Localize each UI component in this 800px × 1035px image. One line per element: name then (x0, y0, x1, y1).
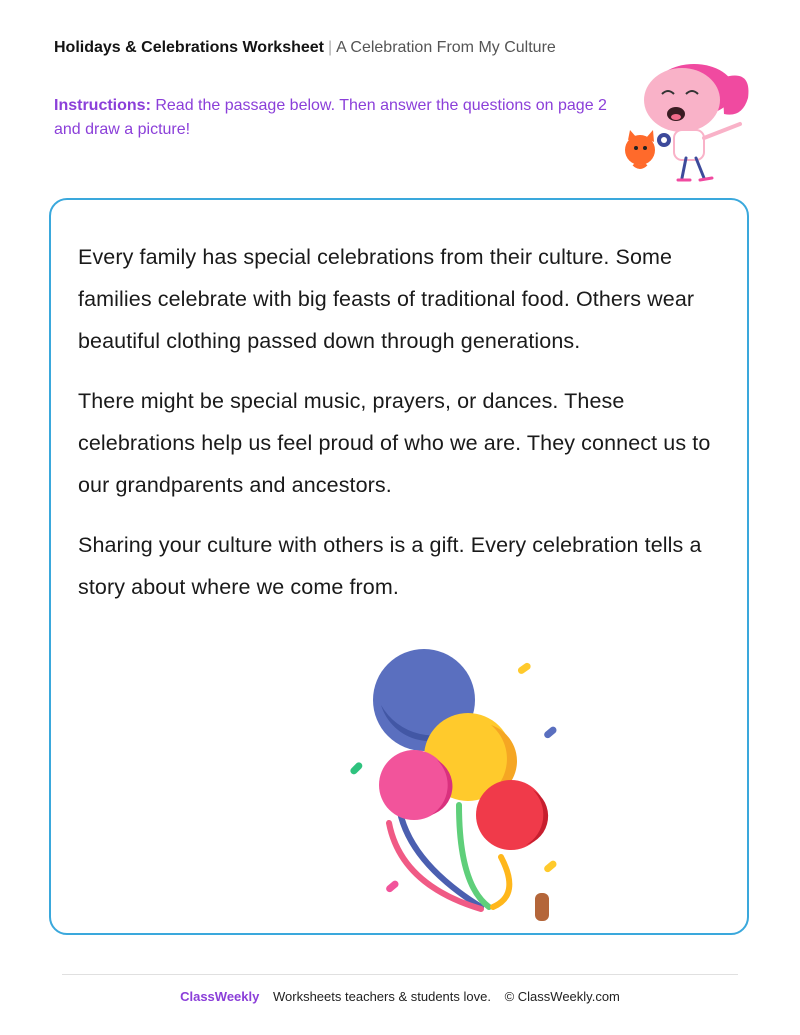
passage-paragraph-3: Sharing your culture with others is a gift. Every celebration tells a story about where we come from. (78, 533, 702, 599)
worksheet-header (54, 38, 556, 58)
instructions-text: Read the passage below. Then answer the questions on page 2 and draw a picture! (54, 97, 607, 138)
worksheet-title: Holidays & Celebrations Worksheet (54, 39, 324, 56)
worksheet-subtitle: A Celebration From My Culture (336, 39, 556, 56)
footer-tagline: Worksheets teachers & students love. (272, 989, 491, 1004)
footer-brand: ClassWeekly (180, 989, 260, 1004)
mascot-illustration (612, 58, 758, 186)
instructions (54, 94, 614, 142)
passage-paragraph-2: There might be special music, prayers, or dances. These celebrations help us feel proud of who we are. They connect us to our grandparents and ancestors. (78, 389, 711, 497)
balloons-illustration (341, 645, 571, 925)
reading-passage (78, 236, 718, 626)
header-separator: | (328, 39, 333, 56)
reading-passage-box (49, 198, 749, 935)
instructions-label: Instructions: (54, 97, 151, 114)
passage-paragraph-1: Every family has special celebrations from their culture. Some families celebrate with big feasts of traditional food. Others wear beautiful clothing passed down through generations. (78, 245, 695, 353)
footer-divider (62, 974, 738, 975)
footer (0, 989, 800, 1004)
footer-copyright: © ClassWeekly.com (504, 989, 620, 1004)
